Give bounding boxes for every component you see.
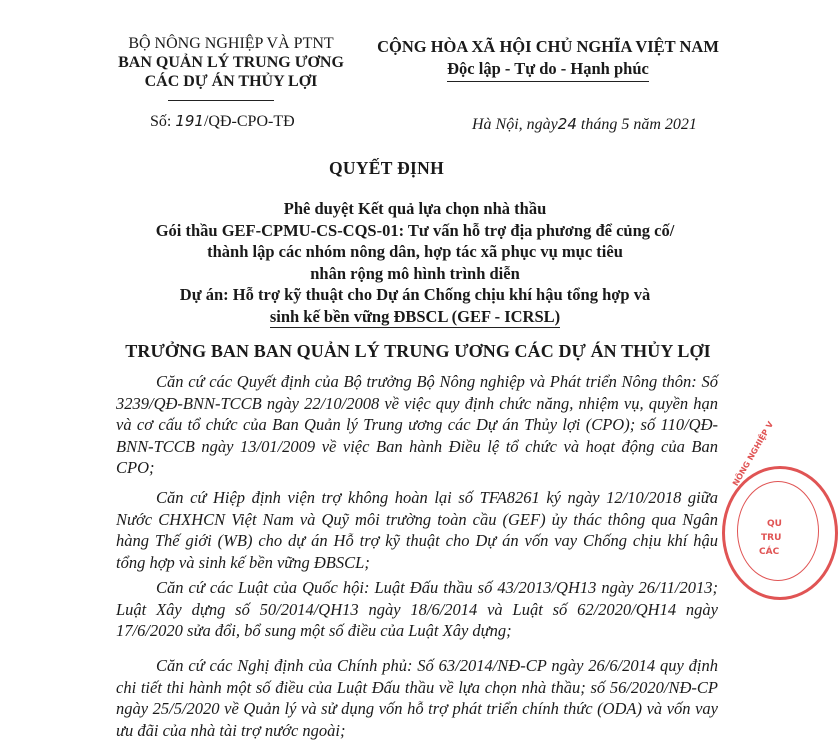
office-name-line1: BAN QUẢN LÝ TRUNG ƯƠNG: [118, 54, 344, 71]
subject-line-2: Gói thầu GEF-CPMU-CS-CQS-01: Tư vấn hỗ trợ địa phương để củng cố/: [155, 220, 675, 240]
seal-inner-line-2: TRU: [761, 533, 782, 543]
national-header-block: [362, 36, 734, 82]
ministry-name: BỘ NÔNG NGHIỆP VÀ PTNT: [128, 35, 334, 52]
date-day-handwritten: 24: [557, 115, 577, 133]
subject-line-6: sinh kế bền vững ĐBSCL (GEF - ICRSL): [270, 306, 560, 329]
office-name-line2: CÁC DỰ ÁN THỦY LỢI: [144, 73, 318, 90]
issue-date: [472, 115, 697, 134]
subject-line-3: thành lập các nhóm nông dân, hợp tác xã phục vụ mục tiêu: [207, 242, 623, 261]
subject-line-1: Phê duyệt Kết quả lựa chọn nhà thầu: [283, 199, 547, 218]
seal-inner-ring: [737, 481, 819, 581]
seal-inner-line-1: QU: [767, 519, 782, 529]
seal-outer-text: NÔNG NGHIỆP V: [731, 419, 776, 488]
doc-number-prefix: Số:: [150, 113, 176, 130]
document-number: [150, 112, 295, 131]
seal-inner-line-3: CÁC: [759, 547, 780, 557]
doc-number-suffix: /QĐ-CPO-TĐ: [203, 113, 295, 130]
subject-line-5: Dự án: Hỗ trợ kỹ thuật cho Dự án Chống chịu khí hậu tổng hợp và: [179, 285, 651, 304]
official-seal-stamp: [722, 419, 838, 600]
date-prefix: Hà Nội, ngày: [472, 116, 558, 133]
legal-basis-paragraph-3: Căn cứ các Luật của Quốc hội: Luật Đấu thầu số 43/2013/QH13 ngày 26/11/2013; Luật Xây dựng số 50/2014/QH13 ngày 18/6/2014 và Luật số 62/2020/QH14 ngày 17/6/2020 sửa đổi, bổ sung một số điều của Luật Xây dựng;: [116, 578, 718, 641]
doc-number-handwritten: 191: [175, 112, 204, 130]
signing-authority-heading: TRƯỞNG BAN BAN QUẢN LÝ TRUNG ƯƠNG CÁC DỰ ÁN THỦY LỢI: [125, 341, 711, 361]
subject-line-4: nhân rộng mô hình trình diễn: [310, 263, 520, 283]
issuing-agency-block: [100, 34, 362, 91]
national-motto: Độc lập - Tự do - Hạnh phúc: [447, 58, 649, 82]
legal-basis-paragraph-4: Căn cứ các Nghị định của Chính phủ: Số 63/2014/NĐ-CP ngày 26/6/2014 quy định chi tiết thi hành một số điều của Luật Đấu thầu về lựa chọn nhà thầu; số 56/2020/NĐ-CP ngày 25/5/2020 về Quản lý và sử dụng vốn hỗ trợ phát triển chính thức (ODA) và vốn vay ưu đãi của nhà tài trợ nước ngoài;: [116, 656, 718, 740]
agency-underline: [168, 100, 274, 101]
legal-basis-paragraph-2: Căn cứ Hiệp định viện trợ không hoàn lại số TFA8261 ký ngày 12/10/2018 giữa Nước CHXHCN Việt Nam và Quỹ môi trường toàn cầu (GEF) ủy thác thông qua Ngân hàng Thế giới (WB) cho dự án Hỗ trợ kỹ thuật cho Dự án vốn vay Chống chịu khí hậu tổng hợp và sinh kế bền vững ĐBSCL;: [116, 488, 718, 572]
document-subject: [115, 198, 715, 328]
document-title: QUYẾT ĐỊNH: [329, 158, 444, 178]
nation-name: CỘNG HÒA XÃ HỘI CHỦ NGHĨA VIỆT NAM: [377, 37, 719, 56]
date-rest: tháng 5 năm 2021: [576, 116, 697, 133]
legal-basis-paragraph-1: Căn cứ các Quyết định của Bộ trưởng Bộ Nông nghiệp và Phát triển Nông thôn: Số 3239/QĐ-BNN-TCCB ngày 22/10/2008 về việc quy định chức năng, nhiệm vụ, quyền hạn và cơ cấu tổ chức của Ban Quản lý Trung ương các Dự án Thủy lợi (CPO); số 110/QĐ-BNN-TCCB ngày 13/01/2009 về việc Ban hành Điều lệ tổ chức và hoạt động của Ban CPO;: [116, 372, 718, 478]
